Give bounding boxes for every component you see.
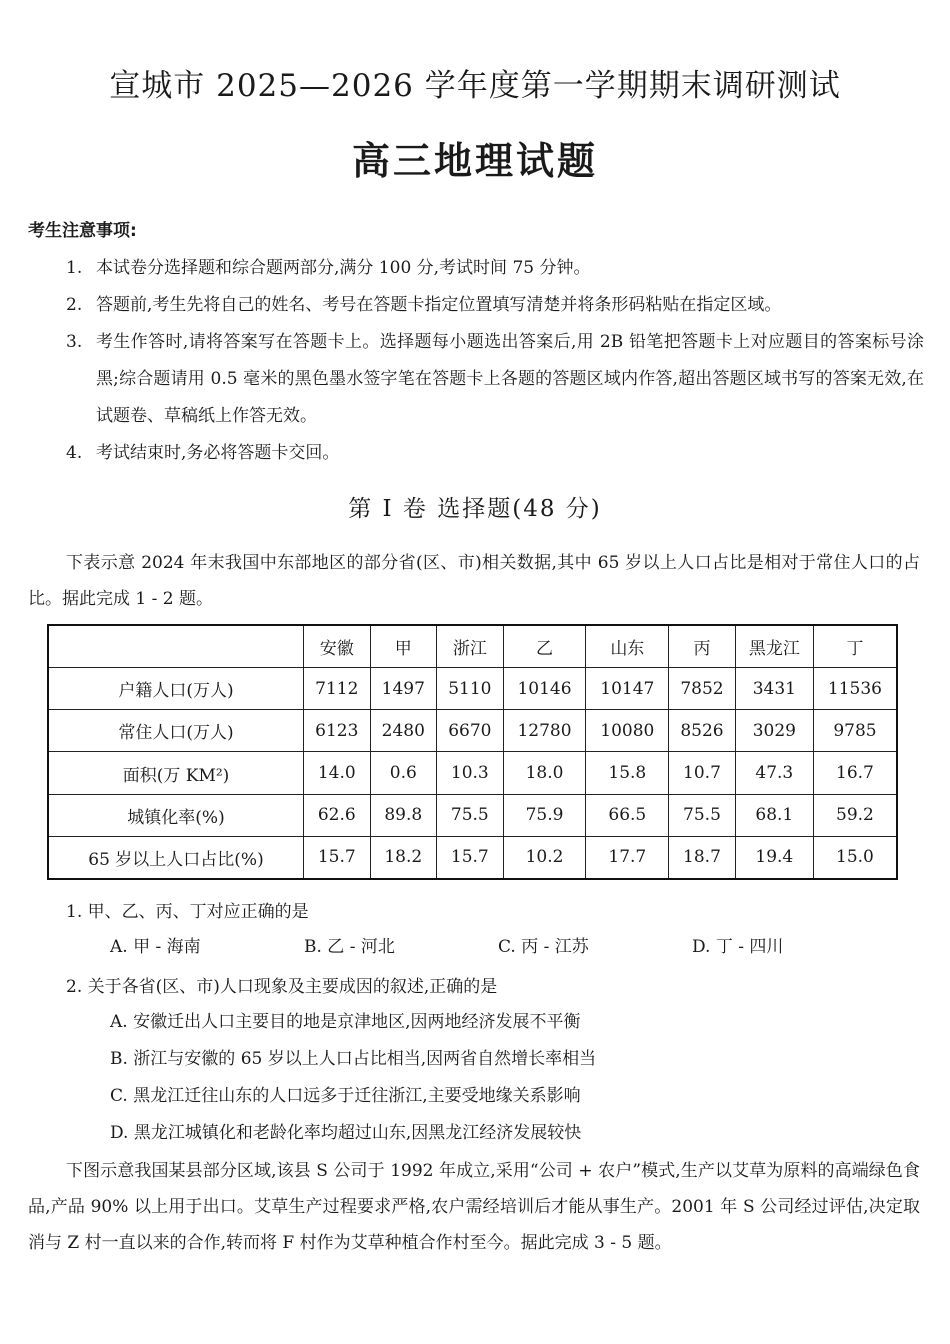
table-corner-cell <box>48 625 304 668</box>
table-cell: 75.5 <box>669 794 736 836</box>
table-cell: 11536 <box>813 668 897 710</box>
notice-item <box>66 250 924 287</box>
table-cell: 10146 <box>503 668 586 710</box>
table-cell: 10.2 <box>503 836 586 879</box>
question-stem: 1. 甲、乙、丙、丁对应正确的是 <box>66 902 309 922</box>
table-cell: 10.7 <box>669 752 736 794</box>
table-cell: 10.3 <box>437 752 504 794</box>
table-cell: 8526 <box>669 710 736 752</box>
notice-number: 4. <box>66 443 83 463</box>
option-d[interactable]: D. 黑龙江城镇化和老龄化率均超过山东,因黑龙江经济发展较快 <box>110 1123 582 1143</box>
population-data-table <box>47 624 898 880</box>
row-label: 户籍人口(万人) <box>48 668 304 710</box>
notice-text: 本试卷分选择题和综合题两部分,满分 100 分,考试时间 75 分钟。 <box>96 258 591 278</box>
table-cell: 68.1 <box>735 794 813 836</box>
table-cell: 3029 <box>735 710 813 752</box>
table-cell: 7852 <box>669 668 736 710</box>
row-label: 65 岁以上人口占比(%) <box>48 836 304 879</box>
subject-title: 高三地理试题 <box>351 138 598 183</box>
column-header: 丁 <box>813 625 897 668</box>
section-title: 第 Ⅰ 卷 选择题(48 分) <box>348 496 602 522</box>
table-cell: 19.4 <box>735 836 813 879</box>
table-cell: 10080 <box>586 710 669 752</box>
table-row <box>48 710 897 752</box>
option-b[interactable]: B. 乙 - 河北 <box>304 937 395 957</box>
option-c[interactable]: C. 丙 - 江苏 <box>498 937 589 957</box>
table-cell: 15.7 <box>304 836 371 879</box>
table-cell: 7112 <box>304 668 371 710</box>
question-stem: 2. 关于各省(区、市)人口现象及主要成因的叙述,正确的是 <box>66 977 498 997</box>
exam-title: 宣城市 2025—2026 学年度第一学期期末调研测试 <box>109 68 841 104</box>
table-cell: 66.5 <box>586 794 669 836</box>
column-header: 乙 <box>503 625 586 668</box>
table-cell: 15.0 <box>813 836 897 879</box>
question-1 <box>66 895 926 965</box>
option-a[interactable]: A. 甲 - 海南 <box>110 937 201 957</box>
column-header: 安徽 <box>304 625 371 668</box>
option-a[interactable]: A. 安徽迁出人口主要目的地是京津地区,因两地经济发展不平衡 <box>110 1012 581 1032</box>
table-cell: 12780 <box>503 710 586 752</box>
table-cell: 6123 <box>304 710 371 752</box>
notice-number: 1. <box>66 258 83 278</box>
notice-heading: 考生注意事项: <box>28 221 137 241</box>
table-cell: 10147 <box>586 668 669 710</box>
table-cell: 2480 <box>370 710 437 752</box>
table-cell: 59.2 <box>813 794 897 836</box>
table-cell: 0.6 <box>370 752 437 794</box>
table-cell: 6670 <box>437 710 504 752</box>
table-cell: 15.7 <box>437 836 504 879</box>
table-cell: 3431 <box>735 668 813 710</box>
table-cell: 14.0 <box>304 752 371 794</box>
column-header: 甲 <box>370 625 437 668</box>
table-row <box>48 794 897 836</box>
option-d[interactable]: D. 丁 - 四川 <box>692 937 784 957</box>
notice-text: 答题前,考生先将自己的姓名、考号在答题卡指定位置填写清楚并将条形码粘贴在指定区域。 <box>96 295 782 315</box>
column-header: 山东 <box>586 625 669 668</box>
question-options <box>66 929 926 965</box>
map-intro-paragraph: 下图示意我国某县部分区域,该县 S 公司于 1992 年成立,采用“公司 + 农户”模式,生产以艾草为原料的高端绿色食品,产品 90% 以上用于出口。艾草生产过程要求严格,农户需经培训后才能从事生产。2001 年 S 公司经过评估,决定取消与 Z 村一直以来的合作,转而将 F 村作为艾草种植合作村至今。据此完成 3 - 5 题。 <box>28 1161 920 1253</box>
table-intro-paragraph: 下表示意 2024 年末我国中东部地区的部分省(区、市)相关数据,其中 65 岁以上人口占比是相对于常住人口的占比。据此完成 1 - 2 题。 <box>28 553 920 609</box>
table-cell: 15.8 <box>586 752 669 794</box>
table-row <box>48 752 897 794</box>
question-2 <box>66 970 926 1152</box>
table-row <box>48 668 897 710</box>
notice-text: 考试结束时,务必将答题卡交回。 <box>96 443 340 463</box>
table-cell: 18.0 <box>503 752 586 794</box>
notice-item <box>66 435 924 472</box>
column-header: 丙 <box>669 625 736 668</box>
table-cell: 75.5 <box>437 794 504 836</box>
column-header: 黑龙江 <box>735 625 813 668</box>
table-cell: 47.3 <box>735 752 813 794</box>
table-cell: 17.7 <box>586 836 669 879</box>
notice-list <box>66 250 924 472</box>
row-label: 面积(万 KM²) <box>48 752 304 794</box>
table-cell: 89.8 <box>370 794 437 836</box>
row-label: 城镇化率(%) <box>48 794 304 836</box>
table-cell: 9785 <box>813 710 897 752</box>
notice-number: 2. <box>66 295 83 315</box>
table-cell: 62.6 <box>304 794 371 836</box>
column-header: 浙江 <box>437 625 504 668</box>
table-row <box>48 836 897 879</box>
notice-item <box>66 287 924 324</box>
option-c[interactable]: C. 黑龙江迁往山东的人口远多于迁往浙江,主要受地缘关系影响 <box>110 1086 581 1106</box>
table-cell: 18.7 <box>669 836 736 879</box>
table-cell: 18.2 <box>370 836 437 879</box>
table-cell: 16.7 <box>813 752 897 794</box>
table-header-row <box>48 625 897 668</box>
table-cell: 1497 <box>370 668 437 710</box>
row-label: 常住人口(万人) <box>48 710 304 752</box>
notice-text: 考生作答时,请将答案写在答题卡上。选择题每小题选出答案后,用 2B 铅笔把答题卡上对应题目的答案标号涂黑;综合题请用 0.5 毫米的黑色墨水签字笔在答题卡上各题的答题区域内作答,超出答题区域书写的答案无效,在试题卷、草稿纸上作答无效。 <box>96 332 924 426</box>
table-cell: 5110 <box>437 668 504 710</box>
notice-number: 3. <box>66 332 83 352</box>
table-cell: 75.9 <box>503 794 586 836</box>
notice-item <box>66 324 924 435</box>
option-b[interactable]: B. 浙江与安徽的 65 岁以上人口占比相当,因两省自然增长率相当 <box>110 1049 597 1069</box>
